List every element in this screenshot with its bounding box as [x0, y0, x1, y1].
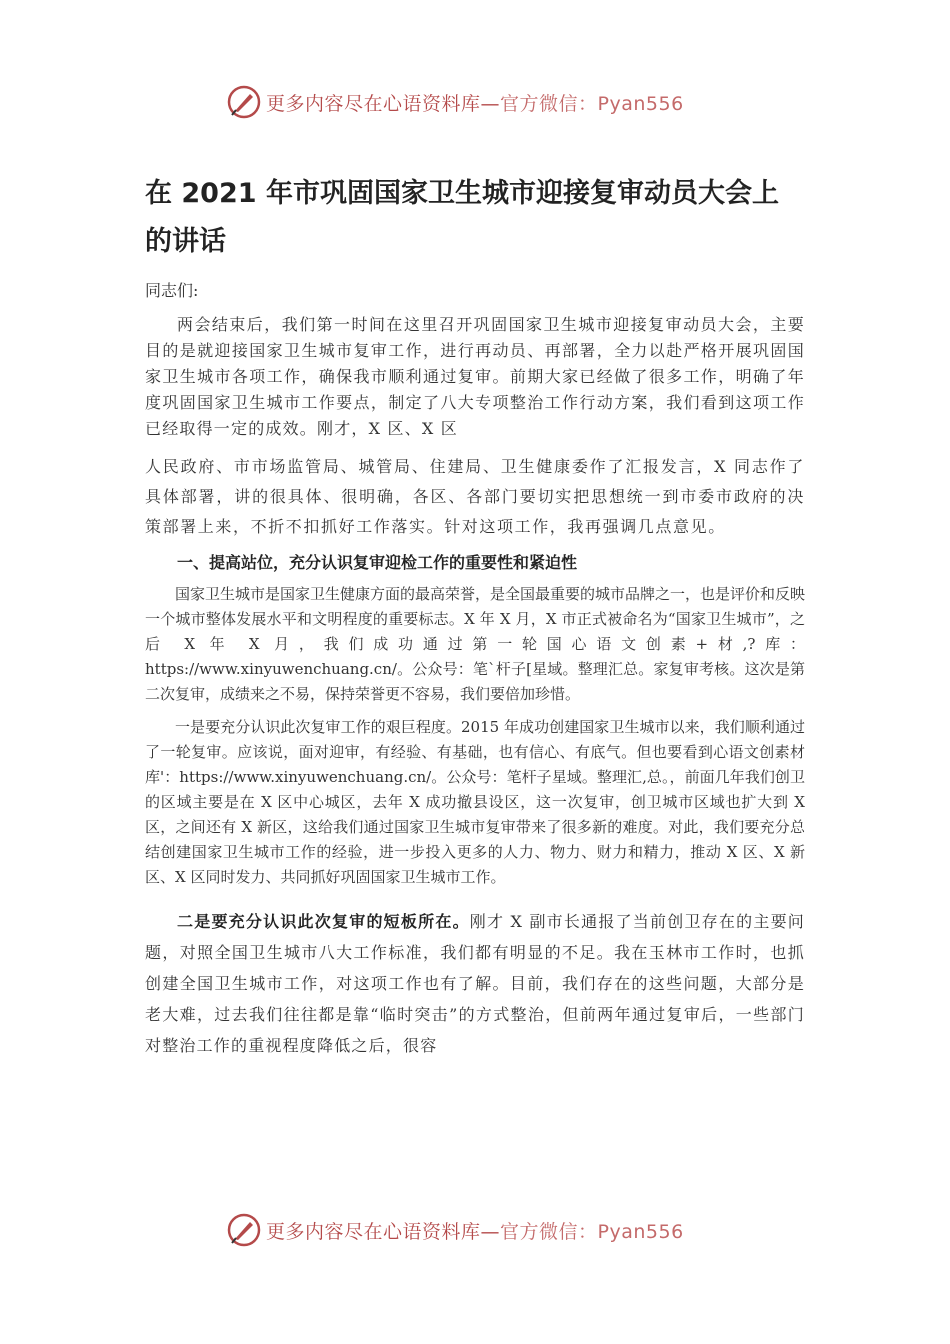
banner-dash: — [480, 93, 501, 115]
quill-logo-icon [226, 1212, 262, 1248]
banner-wechat-text: 官方微信：Pyan556 [500, 1221, 684, 1243]
banner-main-text: 更多内容尽在心语资料库 [266, 1221, 481, 1243]
banner-wechat-text: 官方微信：Pyan556 [500, 93, 684, 115]
document-body [145, 170, 805, 1061]
paragraph-difficulty: 一是要充分认识此次复审工作的艰巨程度。2015 年成功创建国家卫生城市以来，我们顺利通过了一轮复审。应该说，面对迎审，有经验、有基础，也有信心、有底气。但也要看到心语文创素材库'：https://www.xinyuwenchuang.cn/。公众号：笔杆子星域。整理汇,总。，前面几年我们创卫的区域主要是在 X 区中心城区，去年 X 成功撤县设区，这一次复审，创卫城市区域也扩大到 X 区，之间还有 X 新区，这给我们通过国家卫生城市复审带来了很多新的难度。对此，我们要充分总结创建国家卫生城市工作的经验，进一步投入更多的人力、物力、财力和精力，推动 X 区、X 新区、X 区同时发力、共同抓好巩固国家卫生城市工作。 [145, 718, 805, 886]
paragraph-shortcomings-lead: 二是要充分认识此次复审的短板所在。 [177, 912, 470, 931]
paragraph-intro [145, 312, 805, 542]
banner-text [266, 89, 684, 116]
quill-logo-icon [226, 84, 262, 120]
paragraph-intro-part-b: 人民政府、市市场监管局、城管局、住建局、卫生健康委作了汇报发言，X 同志作了具体部署，讲的很具体、很明确，各区、各部门要切实把思想统一到市委市政府的决策部署上来，不折不扣抓好工作落实。针对这项工作，我再强调几点意见。 [145, 457, 805, 536]
paragraph-intro-part-a: 两会结束后，我们第一时间在这里召开巩固国家卫生城市迎接复审动员大会，主要目的是就迎接国家卫生城市复审工作，进行再动员、再部署，全力以赴严格开展巩固国家卫生城市各项工作，确保我市顺利通过复审。前期大家已经做了很多工作，明确了年度巩固国家卫生城市工作要点，制定了八大专项整治工作行动方案，我们看到这项工作已经取得一定的成效。刚才，X 区、X 区 [145, 315, 805, 438]
footer-banner [0, 1210, 950, 1250]
paragraph-shortcomings [145, 906, 805, 1061]
document-title: 在 2021 年市巩固国家卫生城市迎接复审动员大会上的讲话 [145, 178, 779, 257]
banner-dash: — [480, 1221, 501, 1243]
section-heading-1: 一、提高站位，充分认识复审迎检工作的重要性和紧迫性 [177, 553, 578, 572]
paragraph-shortcomings-text: 刚才 X 副市长通报了当前创卫存在的主要问题，对照全国卫生城市八大工作标准，我们都有明显的不足。我在玉林市工作时，也抓创建全国卫生城市工作，对这项工作也有了解。目前，我们存在的这些问题，大部分是老大难，过去我们往往都是靠“临时突击”的方式整治，但前两年通过复审后，一些部门对整治工作的重视程度降低之后，很容 [145, 912, 805, 1055]
header-banner [0, 82, 950, 122]
greeting: 同志们: [145, 281, 199, 300]
banner-main-text: 更多内容尽在心语资料库 [266, 93, 481, 115]
paragraph-honor: 国家卫生城市是国家卫生健康方面的最高荣誉，是全国最重要的城市品牌之一，也是评价和反映一个城市整体发展水平和文明程度的重要标志。X 年 X 月，X 市正式被命名为“国家卫生城市”，之后 X 年 X 月，我们成功通过第一轮国心语文创素+材,?库：https://www.xinyuwenchuang.cn/。公众号：笔`杆子[星域。整理汇总。家复审考核。这次是第二次复审，成绩来之不易，保持荣誉更不容易，我们要倍加珍惜。 [145, 585, 806, 703]
banner-text [266, 1217, 684, 1244]
